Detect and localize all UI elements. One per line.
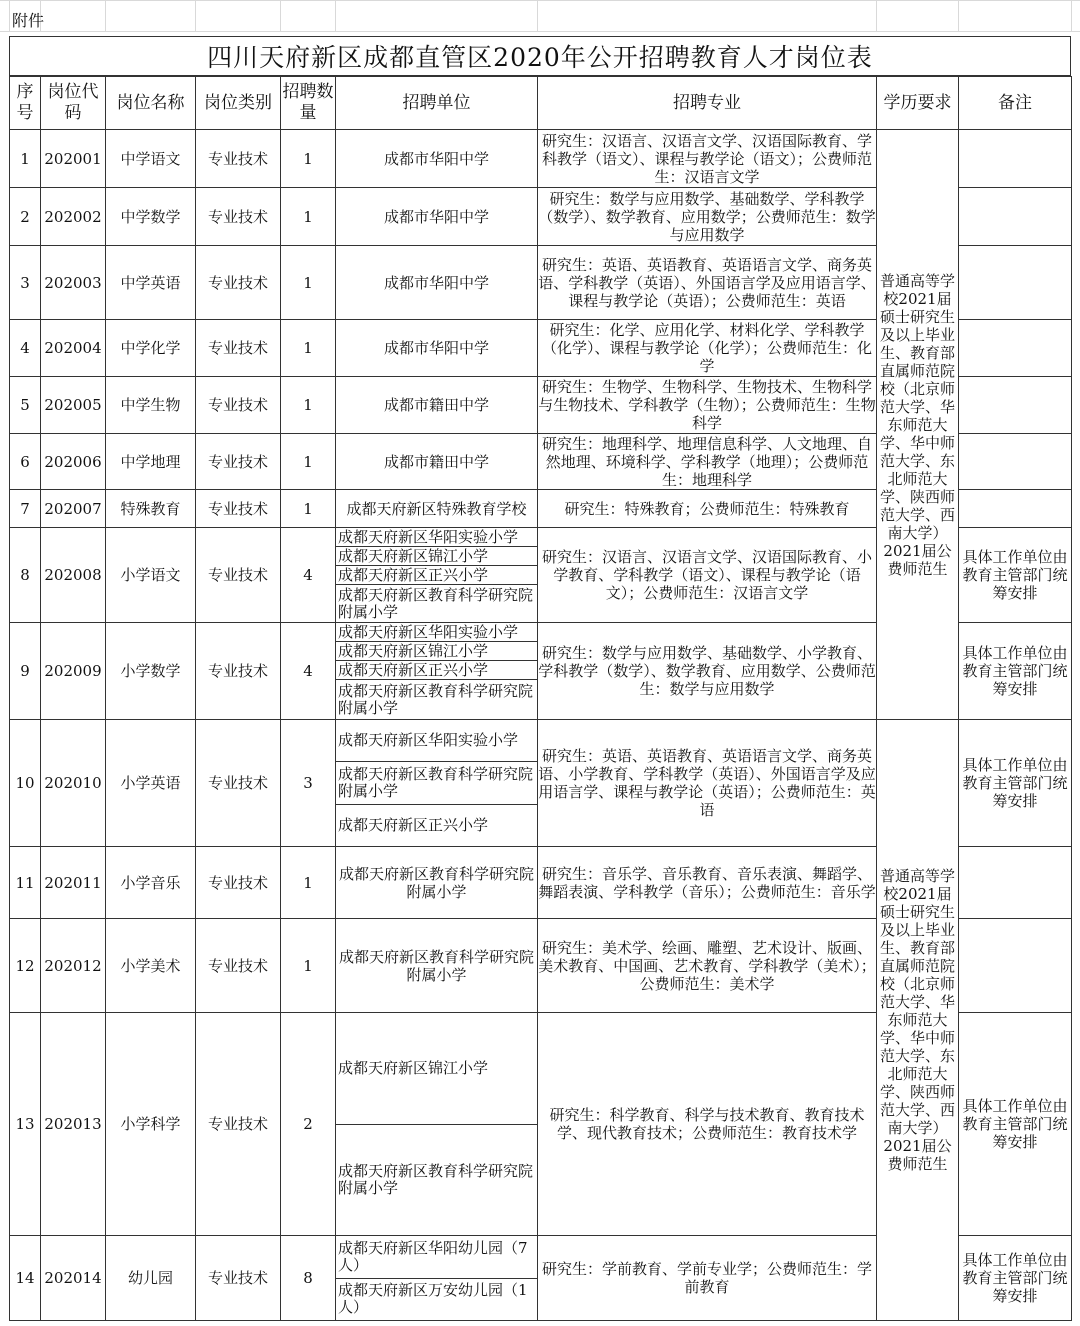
grid-line bbox=[280, 0, 281, 32]
cell-major: 研究生：化学、应用化学、材料化学、学科教学（化学）、课程与教学论（化学）；公费师范生：化学 bbox=[538, 320, 877, 377]
cell-no: 13 bbox=[10, 1013, 41, 1236]
cell-category: 专业技术 bbox=[196, 720, 281, 847]
cell-code: 202009 bbox=[41, 623, 106, 720]
cell-major: 研究生：汉语言、汉语言文学、汉语国际教育、学科教学（语文）、课程与教学论（语文）；公费师范生：汉语言文学 bbox=[538, 130, 877, 188]
cell-name: 中学语文 bbox=[106, 130, 196, 188]
cell-count: 1 bbox=[281, 130, 336, 188]
cell-major: 研究生：学前教育、学前专业学；公费师范生：学前教育 bbox=[538, 1236, 877, 1321]
cell-name: 特殊教育 bbox=[106, 490, 196, 528]
cell-note bbox=[959, 246, 1072, 320]
grid-line bbox=[0, 0, 1080, 1]
cell-major: 研究生：地理科学、地理信息科学、人文地理、自然地理、环境科学、学科教学（地理）；公费师范生：地理科学 bbox=[538, 434, 877, 490]
unit-item: 成都天府新区锦江小学 bbox=[336, 546, 537, 565]
unit-item: 成都天府新区华阳幼儿园（7人） bbox=[338, 1238, 528, 1274]
cell-code: 202003 bbox=[41, 246, 106, 320]
cell-unit-group bbox=[336, 720, 538, 847]
cell-major: 研究生：数学与应用数学、基础数学、学科教学（数学）、数学教育、应用数学；公费师范生：数学与应用数学 bbox=[538, 189, 876, 244]
header-count: 招聘数量 bbox=[281, 77, 336, 130]
cell-category: 专业技术 bbox=[196, 847, 281, 919]
cell-major: 研究生：数学与应用数学、基础数学、小学教育、学科教学（数学）、数学教育、应用数学、公费师范生：数学与应用数学 bbox=[538, 623, 877, 720]
cell-category: 专业技术 bbox=[196, 1013, 281, 1236]
unit-item: 成都天府新区正兴小学 bbox=[336, 565, 537, 584]
cell-name: 小学数学 bbox=[106, 623, 196, 720]
cell-code: 202001 bbox=[41, 130, 106, 188]
cell-count: 1 bbox=[281, 847, 336, 919]
cell-no: 10 bbox=[10, 720, 41, 847]
cell-unit-group bbox=[336, 1013, 538, 1236]
cell-name: 中学英语 bbox=[106, 246, 196, 320]
cell-note bbox=[959, 320, 1072, 377]
header-edu: 学历要求 bbox=[877, 77, 959, 130]
grid-line bbox=[335, 0, 336, 32]
cell-unit-group bbox=[336, 623, 538, 720]
cell-category: 专业技术 bbox=[196, 490, 281, 528]
cell-name: 小学音乐 bbox=[106, 847, 196, 919]
cell-category: 专业技术 bbox=[196, 130, 281, 188]
cell-no: 9 bbox=[10, 623, 41, 720]
header-major: 招聘专业 bbox=[538, 77, 877, 130]
cell-category: 专业技术 bbox=[196, 246, 281, 320]
cell-count: 8 bbox=[281, 1236, 336, 1321]
cell-unit: 成都市华阳中学 bbox=[336, 188, 538, 246]
header-code: 岗位代码 bbox=[41, 77, 106, 130]
cell-count: 1 bbox=[281, 434, 336, 490]
positions-table bbox=[9, 76, 1072, 1321]
cell-category: 专业技术 bbox=[196, 1236, 281, 1321]
cell-note: 具体工作单位由教育主管部门统筹安排 bbox=[959, 1236, 1072, 1321]
unit-item: 成都天府新区锦江小学 bbox=[338, 1058, 489, 1077]
cell-unit: 成都市籍田中学 bbox=[336, 377, 538, 434]
cell-no: 7 bbox=[10, 490, 41, 528]
cell-category: 专业技术 bbox=[196, 188, 281, 246]
cell-code: 202004 bbox=[41, 320, 106, 377]
cell-no: 2 bbox=[10, 188, 41, 246]
cell-note bbox=[959, 377, 1072, 434]
grid-line bbox=[958, 0, 959, 32]
cell-category: 专业技术 bbox=[196, 528, 281, 623]
cell-note: 具体工作单位由教育主管部门统筹安排 bbox=[959, 528, 1072, 623]
cell-code: 202013 bbox=[41, 1013, 106, 1236]
cell-code: 202006 bbox=[41, 434, 106, 490]
cell-major: 研究生：科学教育、科学与技术教育、教育技术学、现代教育技术；公费师范生：教育技术学 bbox=[538, 1013, 877, 1236]
cell-no: 11 bbox=[10, 847, 41, 919]
cell-code: 202008 bbox=[41, 528, 106, 623]
cell-major: 研究生：特殊教育；公费师范生：特殊教育 bbox=[538, 490, 877, 528]
unit-item: 成都天府新区教育科学研究院附属小学 bbox=[336, 1124, 537, 1236]
unit-item: 成都天府新区正兴小学 bbox=[336, 804, 537, 846]
cell-unit: 成都市华阳中学 bbox=[336, 320, 538, 377]
cell-edu: 普通高等学校2021届硕士研究生及以上毕业生、教育部直属师范院校（北京师范大学、华东师范大学、华中师范大学、东北师范大学、陕西师范大学、西南大学）2021届公费师范生 bbox=[877, 130, 959, 720]
table-row bbox=[10, 130, 1072, 188]
cell-name: 幼儿园 bbox=[106, 1236, 196, 1321]
cell-name: 中学化学 bbox=[106, 320, 196, 377]
header-category: 岗位类别 bbox=[196, 77, 281, 130]
cell-name: 小学英语 bbox=[106, 720, 196, 847]
cell-unit: 成都市华阳中学 bbox=[336, 246, 538, 320]
cell-unit: 成都市华阳中学 bbox=[336, 130, 538, 188]
cell-note bbox=[959, 434, 1072, 490]
cell-major: 研究生：生物学、生物科学、生物技术、生物科学与生物技术、学科教学（生物）；公费师范生：生物科学 bbox=[538, 378, 876, 432]
unit-item: 成都天府新区教育科学研究院附属小学 bbox=[336, 761, 537, 803]
cell-major: 研究生：美术学、绘画、雕塑、艺术设计、版画、美术教育、中国画、艺术教育、学科教学（美术）；公费师范生：美术学 bbox=[538, 919, 877, 1013]
cell-note: 具体工作单位由教育主管部门统筹安排 bbox=[959, 720, 1072, 847]
cell-count: 1 bbox=[281, 188, 336, 246]
cell-no: 8 bbox=[10, 528, 41, 623]
cell-unit-group bbox=[336, 528, 538, 623]
cell-code: 202014 bbox=[41, 1236, 106, 1321]
page-title: 四川天府新区成都直管区2020年公开招聘教育人才岗位表 bbox=[9, 36, 1071, 76]
cell-major: 研究生：英语、英语教育、英语语言文学、商务英语、学科教学（英语）、外国语言学及应用语言学、课程与教学论（英语）；公费师范生：英语 bbox=[538, 246, 877, 320]
cell-no: 6 bbox=[10, 434, 41, 490]
cell-count: 1 bbox=[281, 320, 336, 377]
grid-line bbox=[195, 0, 196, 32]
cell-no: 3 bbox=[10, 246, 41, 320]
cell-note bbox=[959, 847, 1072, 919]
cell-name: 小学科学 bbox=[106, 1013, 196, 1236]
grid-line bbox=[0, 31, 1080, 32]
cell-no: 1 bbox=[10, 130, 41, 188]
cell-category: 专业技术 bbox=[196, 434, 281, 490]
header-note: 备注 bbox=[959, 77, 1072, 130]
cell-no: 12 bbox=[10, 919, 41, 1013]
cell-count: 3 bbox=[281, 720, 336, 847]
cell-name: 中学数学 bbox=[106, 188, 196, 246]
cell-unit: 成都市籍田中学 bbox=[336, 434, 538, 490]
cell-no: 4 bbox=[10, 320, 41, 377]
cell-note: 具体工作单位由教育主管部门统筹安排 bbox=[959, 1013, 1072, 1236]
cell-unit: 成都天府新区教育科学研究院附属小学 bbox=[336, 847, 538, 919]
unit-item: 成都天府新区教育科学研究院附属小学 bbox=[336, 584, 537, 622]
cell-count: 2 bbox=[281, 1013, 336, 1236]
cell-note bbox=[959, 130, 1072, 188]
grid-line bbox=[876, 0, 877, 32]
cell-note bbox=[959, 919, 1072, 1013]
cell-note bbox=[959, 188, 1072, 246]
grid-line bbox=[1071, 0, 1072, 32]
cell-no: 14 bbox=[10, 1236, 41, 1321]
attachment-label: 附件 bbox=[12, 11, 45, 30]
cell-count: 1 bbox=[281, 919, 336, 1013]
cell-name: 小学语文 bbox=[106, 528, 196, 623]
header-no: 序号 bbox=[10, 77, 41, 130]
cell-major: 研究生：音乐学、音乐教育、音乐表演、舞蹈学、舞蹈表演、学科教学（音乐）；公费师范生：音乐学 bbox=[538, 847, 877, 919]
cell-code: 202007 bbox=[41, 490, 106, 528]
unit-item: 成都天府新区万安幼儿园（1人） bbox=[336, 1278, 537, 1321]
cell-code: 202012 bbox=[41, 919, 106, 1013]
header-unit: 招聘单位 bbox=[336, 77, 538, 130]
cell-no: 5 bbox=[10, 377, 41, 434]
cell-count: 1 bbox=[281, 246, 336, 320]
cell-note bbox=[959, 490, 1072, 528]
cell-unit-group bbox=[336, 1236, 538, 1321]
unit-item: 成都天府新区华阳实验小学 bbox=[338, 622, 519, 641]
cell-code: 202005 bbox=[41, 377, 106, 434]
cell-count: 1 bbox=[281, 377, 336, 434]
cell-code: 202011 bbox=[41, 847, 106, 919]
cell-major: 研究生：汉语言、汉语言文学、汉语国际教育、小学教育、学科教学（语文）、课程与教学论（语文）；公费师范生：汉语言文学 bbox=[538, 528, 877, 623]
grid-line bbox=[9, 0, 10, 32]
header-row bbox=[10, 77, 1072, 130]
cell-unit: 成都天府新区教育科学研究院附属小学 bbox=[336, 919, 538, 1013]
unit-item: 成都天府新区华阳实验小学 bbox=[338, 731, 519, 750]
unit-item: 成都天府新区华阳实验小学 bbox=[338, 527, 519, 546]
cell-unit: 成都天府新区特殊教育学校 bbox=[336, 490, 538, 528]
grid-line bbox=[537, 0, 538, 32]
cell-count: 4 bbox=[281, 528, 336, 623]
cell-count: 4 bbox=[281, 623, 336, 720]
header-name: 岗位名称 bbox=[106, 77, 196, 130]
cell-name: 小学美术 bbox=[106, 919, 196, 1013]
grid-line bbox=[105, 0, 106, 32]
cell-edu: 普通高等学校2021届硕士研究生及以上毕业生、教育部直属师范院校（北京师范大学、华东师范大学、华中师范大学、东北师范大学、陕西师范大学、西南大学）2021届公费师范生 bbox=[877, 720, 959, 1321]
cell-note: 具体工作单位由教育主管部门统筹安排 bbox=[959, 623, 1072, 720]
cell-major: 研究生：英语、英语教育、英语语言文学、商务英语、小学教育、学科教学（英语）、外国语言学及应用语言学、课程与教学论（英语）；公费师范生：英语 bbox=[538, 720, 877, 847]
cell-category: 专业技术 bbox=[196, 320, 281, 377]
cell-name: 中学生物 bbox=[106, 377, 196, 434]
cell-code: 202010 bbox=[41, 720, 106, 847]
cell-category: 专业技术 bbox=[196, 919, 281, 1013]
cell-category: 专业技术 bbox=[196, 623, 281, 720]
cell-code: 202002 bbox=[41, 188, 106, 246]
cell-category: 专业技术 bbox=[196, 377, 281, 434]
unit-item: 成都天府新区正兴小学 bbox=[336, 660, 537, 679]
cell-name: 中学地理 bbox=[106, 434, 196, 490]
unit-item: 成都天府新区教育科学研究院附属小学 bbox=[336, 679, 537, 719]
cell-count: 1 bbox=[281, 490, 336, 528]
unit-item: 成都天府新区锦江小学 bbox=[336, 641, 537, 660]
spreadsheet-grid bbox=[0, 0, 1080, 32]
table-row bbox=[10, 720, 1072, 847]
